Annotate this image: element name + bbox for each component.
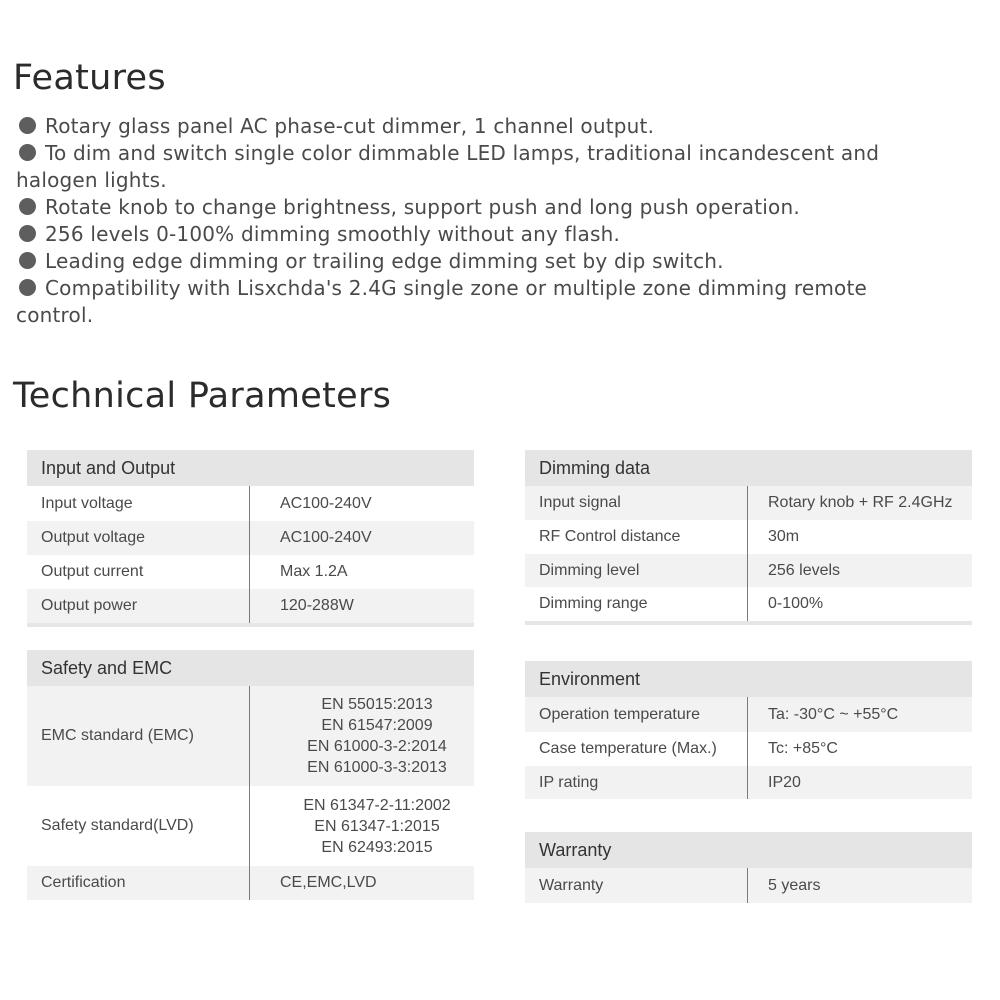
table-row	[525, 486, 972, 520]
row-value: 30m	[747, 520, 972, 554]
row-value: Rotary knob + RF 2.4GHz	[747, 486, 972, 520]
row-value: 5 years	[747, 868, 972, 903]
row-label: Warranty	[539, 876, 604, 894]
row-label: Dimming level	[539, 561, 640, 579]
table-title: Dimming data	[525, 450, 972, 486]
bullet-icon	[19, 198, 36, 215]
row-label: IP rating	[539, 773, 599, 791]
standard-value: EN 61000-3-3:2013	[307, 759, 447, 776]
row-label: Operation temperature	[539, 705, 700, 723]
table-title: Safety and EMC	[27, 650, 474, 686]
bullet-icon	[19, 279, 36, 296]
row-label: Certification	[41, 874, 126, 891]
list-item	[16, 248, 916, 275]
table-row	[27, 589, 474, 623]
row-value: AC100-240V	[249, 486, 474, 521]
table-row	[525, 868, 972, 903]
row-value	[249, 786, 474, 866]
row-label: Dimming range	[539, 595, 648, 612]
bullet-icon	[19, 225, 36, 242]
row-value: AC100-240V	[249, 521, 474, 555]
table-row	[27, 486, 474, 521]
table-row	[525, 766, 972, 799]
table-bottom-rule	[27, 623, 474, 627]
standard-value: EN 62493:2015	[321, 838, 433, 856]
dimming-data-table	[525, 450, 972, 625]
bullet-icon	[19, 117, 36, 134]
input-output-table	[27, 450, 474, 627]
table-title: Input and Output	[27, 450, 474, 486]
feature-text: Leading edge dimming or trailing edge dimming set by dip switch.	[45, 249, 724, 273]
features-list	[16, 113, 916, 329]
list-item	[16, 221, 916, 248]
warranty-table	[525, 832, 972, 903]
row-label: EMC standard (EMC)	[41, 727, 194, 744]
table-row	[27, 555, 474, 589]
feature-text: 256 levels 0-100% dimming smoothly without any flash.	[45, 222, 621, 246]
row-value: 0-100%	[747, 587, 972, 621]
row-label: Output voltage	[41, 529, 146, 546]
features-heading: Features	[13, 58, 166, 98]
row-label: RF Control distance	[539, 528, 681, 545]
row-label: Safety standard(LVD)	[41, 817, 194, 834]
table-row	[27, 686, 474, 786]
standard-value: EN 61547:2009	[321, 717, 433, 734]
row-label: Input voltage	[41, 494, 133, 512]
row-value: Max 1.2A	[249, 555, 474, 589]
standard-value: EN 55015:2013	[321, 696, 433, 713]
bullet-icon	[19, 252, 36, 269]
table-bottom-rule	[525, 621, 972, 625]
row-label: Case temperature (Max.)	[539, 740, 717, 757]
row-label: Output power	[41, 597, 138, 614]
feature-text: Rotate knob to change brightness, support push and long push operation.	[45, 195, 800, 219]
list-item	[16, 113, 916, 140]
feature-text: Compatibility with Lisxchda's 2.4G single zone or multiple zone dimming remote control.	[16, 276, 867, 327]
row-value: IP20	[747, 766, 972, 799]
table-row	[525, 520, 972, 554]
feature-text: Rotary glass panel AC phase-cut dimmer, 1 channel output.	[45, 114, 655, 138]
table-row	[525, 554, 972, 587]
list-item	[16, 140, 916, 194]
technical-parameters-heading: Technical Parameters	[13, 376, 392, 416]
row-value: Ta: -30°C ~ +55°C	[747, 697, 972, 732]
row-label: Input signal	[539, 494, 621, 511]
safety-emc-table	[27, 650, 474, 900]
table-row	[525, 732, 972, 766]
environment-table	[525, 661, 972, 799]
row-value: CE,EMC,LVD	[249, 866, 474, 900]
list-item	[16, 275, 916, 329]
feature-text: To dim and switch single color dimmable LED lamps, traditional incandescent and halogen lights.	[16, 141, 880, 192]
table-row	[27, 866, 474, 900]
row-value: Tc: +85°C	[747, 732, 972, 766]
standard-value: EN 61000-3-2:2014	[307, 738, 447, 755]
table-row	[525, 587, 972, 621]
bullet-icon	[19, 144, 36, 161]
table-title: Warranty	[525, 832, 972, 868]
table-row	[525, 697, 972, 732]
table-title: Environment	[525, 661, 972, 697]
row-value	[249, 686, 474, 786]
list-item	[16, 194, 916, 221]
table-row	[27, 521, 474, 555]
table-row	[27, 786, 474, 866]
standard-value: EN 61347-2-11:2002	[303, 796, 451, 814]
row-value: 256 levels	[747, 554, 972, 587]
row-value: 120-288W	[249, 589, 474, 623]
row-label: Output current	[41, 563, 144, 580]
standard-value: EN 61347-1:2015	[314, 817, 440, 835]
